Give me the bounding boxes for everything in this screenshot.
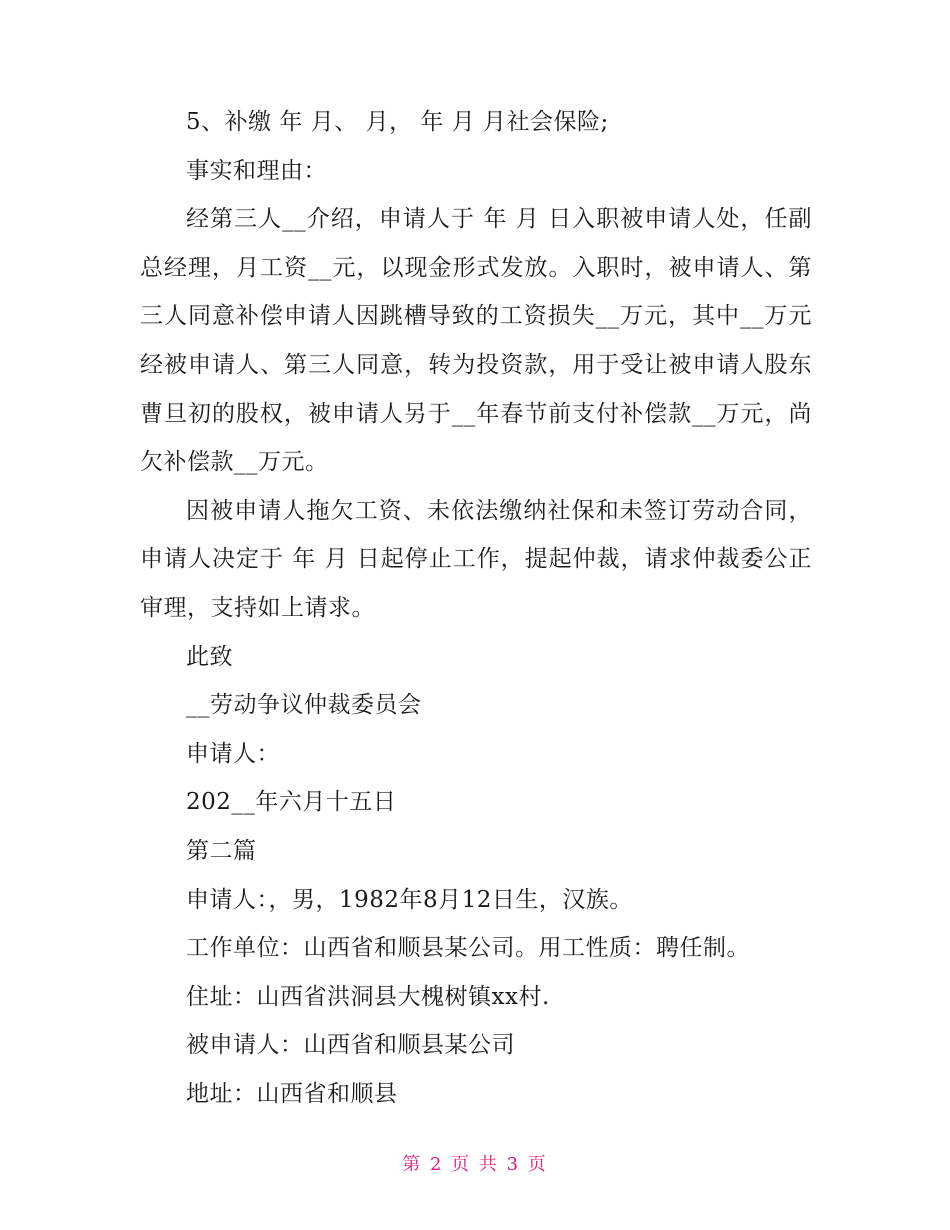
page-number-footer: 第 2 页 共 3 页 [402, 1154, 548, 1175]
paragraph-date: 202__年六月十五日 [186, 789, 397, 816]
paragraph-recipient: __劳动争议仲裁委员会 [186, 692, 422, 719]
paragraph-item-5: 5、补缴 年 月、 月， 年 月 月社会保险; [186, 109, 609, 135]
document-body [140, 98, 812, 1118]
paragraph-applicant-signature: 申请人： [186, 740, 280, 767]
paragraph-respondent-address: 地址：山西省和顺县 [186, 1080, 398, 1107]
paragraph-applicant-info: 申请人：，男，1982年8月12日生，汉族。 [186, 886, 633, 913]
paragraph-facts-heading: 事实和理由： [186, 157, 327, 184]
paragraph-facts-2: 因被申请人拖欠工资、未依法缴纳社保和未签订劳动合同，申请人决定于 年 月 日起停止工作，提起仲裁，请求仲裁委公正审理，支持如上请求。 [140, 497, 812, 621]
paragraph-respondent: 被申请人：山西省和顺县某公司 [186, 1032, 515, 1059]
paragraph-salutation: 此致 [186, 643, 233, 670]
paragraph-facts-1: 经第三人__介绍，申请人于 年 月 日入职被申请人处，任副总经理，月工资__元，以现金形式发放。入职时，被申请人、第三人同意补偿申请人因跳槽导致的工资损失__万元，其中__万元经被申请人、第三人同意，转为投资款，用于受让被申请人股东曹旦初的股权，被申请人另于__年春节前支付补偿款__万元，尚欠补偿款__万元。 [140, 206, 812, 476]
paragraph-section-heading: 第二篇 [186, 837, 257, 864]
paragraph-address: 住址：山西省洪洞县大槐树镇xx村. [186, 983, 550, 1010]
paragraph-employer-info: 工作单位：山西省和顺县某公司。用工性质：聘任制。 [186, 935, 750, 962]
